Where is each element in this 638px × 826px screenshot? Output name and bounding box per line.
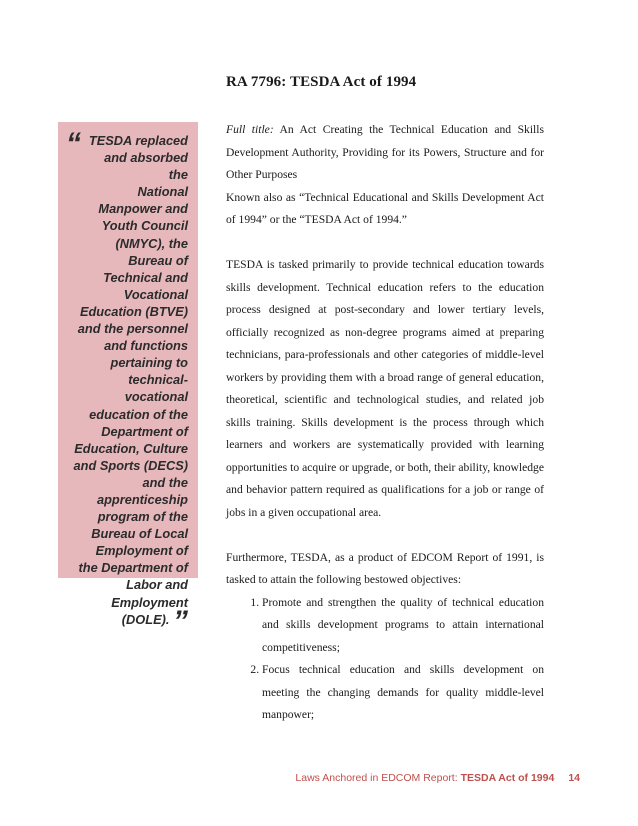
pull-quote-line: Bureau of Local [91,526,188,542]
objective-item: 1. Promote and strengthen the quality of technical education and skills development programs to attain international competitiveness; [262,592,544,660]
pull-quote-line: technical- [128,372,188,388]
page-footer [250,772,580,784]
page-title: RA 7796: TESDA Act of 1994 [226,74,417,90]
pull-quote-line [62,604,188,638]
pull-quote-line: Employment [111,594,188,610]
objectives-list [226,592,544,727]
footer-prefix: Laws Anchored in EDCOM Report: [295,772,461,784]
body-text [226,119,544,727]
full-title-label: Full title: [226,123,274,136]
full-title-paragraph [226,119,544,187]
pull-quote-line: National [137,184,188,200]
pull-quote-line: Youth Council [101,218,188,234]
known-as-paragraph: Known also as “Technical Educational and Skills Development Act of 1994” or the “TESDA Act of 1994.” [226,190,544,226]
pull-quote-line: and absorbed the [104,150,188,183]
pull-quote-line: and the [142,474,188,490]
pull-quote-line: pertaining to [110,355,188,371]
pull-quote-line: Department of [101,423,188,439]
pull-quote-line: apprenticeship [96,491,188,507]
paragraph-gap [226,232,544,255]
pull-quote-line: Education (BTVE) [79,303,188,319]
pull-quote-line: and Sports (DECS) [73,457,188,473]
full-title-text: An Act Creating the Technical Education and Skills Development Authority, Providing for its Powers, Structure and for Other Purposes [226,123,544,181]
pull-quote-line: and the personnel [77,321,188,337]
pull-quote-line: Vocational [123,286,188,302]
pull-quote-line: and functions [104,338,188,354]
pull-quote-line: Manpower and [98,201,188,217]
pull-quote [58,122,198,638]
pull-quote-line: TESDA replaced [88,133,188,148]
pull-quote-line: Employment of [95,543,188,559]
pull-quote-line: the Department of [78,560,188,576]
page-number: 14 [568,772,580,784]
pull-quote-line: Labor and [126,577,188,593]
pull-quote-line: vocational [124,389,188,405]
pull-quote-line: Education, Culture [74,440,188,456]
footer-title: TESDA Act of 1994 [460,772,555,784]
pull-quote-line: program of the [97,509,188,525]
objective-item: 2. Focus technical education and skills development on meeting the changing demands for quality middle-level manpower; [262,659,544,727]
objectives-intro-paragraph: Furthermore, TESDA, as a product of EDCOM Report of 1991, is tasked to attain the following bestowed objectives: [226,550,544,586]
pull-quote-line-end: (DOLE). [121,611,170,627]
pull-quote-line: Bureau of [128,252,188,268]
open-quote-icon: “ [66,127,81,160]
pull-quote-line: (NMYC), the [115,235,188,251]
pull-quote-line: education of the [89,406,188,422]
pull-quote-line: Technical and [103,269,188,285]
paragraph-gap [226,524,544,547]
mandate-paragraph: TESDA is tasked primarily to provide technical education towards skills development. Technical education refers to the education process designed at post-secondary and lower tertiary levels, officially recognized as non-degree programs aimed at preparing technicians, para-professionals and other categories of middle-level workers by providing them with a broad range of general education, theoretical, scientific and technological studies, and related job skills training. Skills development is the process through which learners and workers are systematically provided with learning opportunities to acquire or upgrade, or both, their ability, knowledge and behavior pattern required as qualifications for a job or range of jobs in a given occupational area. [226,258,544,519]
close-quote-icon: ” [173,604,188,638]
